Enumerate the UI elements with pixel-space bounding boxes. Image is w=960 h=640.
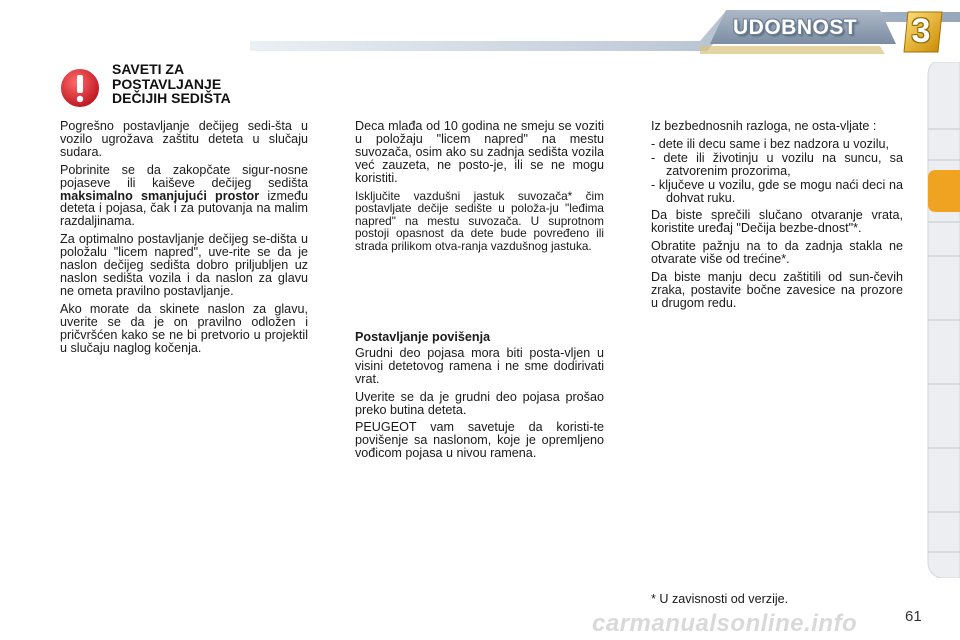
section-title [112,62,312,106]
text-column-right [651,120,903,315]
paragraph: Pogrešno postavljanje dečijeg sedi-šta u vozilo ugrožava zaštitu deteta u slučaju sudara. [60,119,308,159]
footnote: * U zavisnosti od verzije. [651,592,789,606]
emphasis-text: maksimalno smanjujući prostor [60,188,260,203]
subsection-heading: Postavljanje povišenja [355,330,491,344]
section-title-line: SAVETI ZA [112,61,185,77]
booster-seat-section [355,331,604,465]
chapter-number: 3 [911,12,931,50]
text-column-middle [355,120,604,258]
paragraph: Iz bezbednosnih razloga, ne osta-vljate : [651,119,877,133]
paragraph: PEUGEOT vam savetuje da koristi-te povišenje sa naslonom, koje je opremljeno vođicom pojasa u nivou ramena. [355,420,604,461]
paragraph [60,164,308,229]
paragraph: Grudni deo pojasa mora biti posta-vljen u visini detetovog ramena i ne sme dodirivati vrat. [355,345,604,386]
list-item: - dete ili decu same i bez nadzora u vozilu, [651,136,890,151]
list-item: - ključeve u vozilu, gde se mogu naći deci na dohvat ruku. [651,177,903,205]
chapter-title: UDOBNOST [733,16,858,39]
warning-icon [58,66,102,110]
section-title-line: DEČIJIH SEDIŠTA [112,90,231,106]
page-number: 61 [905,608,922,625]
paragraph: Isključite vazdušni jastuk suvozača* čim postavljate dečije sedište u položa-ju "leđima napred" na mestu suvozača. U suprotnom postoji opasnost da dete bude povređeno ili strada prilikom otva-ranja vazdušnog jastuka. [355,188,604,253]
section-title-line: POSTAVLJANJE [112,75,222,92]
paragraph: Ako morate da skinete naslon za glavu, uverite se da je on pravilno odložen i pričvršćen kako se ne bi pretvorio u projektil u slučaju naglog kočenja. [60,301,308,355]
paragraph: Uverite se da je grudni deo pojasa prošao preko butina deteta. [355,389,604,417]
paragraph-text: između deteta i pojasa, čak i za putovanja na malim razdaljinama. [60,188,308,229]
paragraph: Da biste sprečili slučano otvaranje vrata, koristite uređaj "Dečija bezbe-dnost"*. [651,208,903,236]
safety-list [651,138,903,205]
paragraph: Da biste manju decu zaštitili od sun-čevih zraka, postavite bočne zavesice na prozore u drugom redu. [651,270,903,310]
paragraph: Za optimalno postavljanje dečijeg se-dišta u položalu "licem napred", uve-rite se da je naslon dečijeg sedišta dobro priljubljen uz naslon sedišta vozila i da naslon za glavu ne ometa pravilno postavljanje. [60,232,308,298]
paragraph-text: Pobrinite se da zakopčate sigur-nosne pojaseve ili kaiševe dečijeg sedišta [60,162,308,190]
paragraph: Obratite pažnju na to da zadnja stakla ne otvarate više od trećine*. [651,239,903,267]
chapter-tab-strip [926,62,960,578]
list-item: - dete ili životinju u vozilu na suncu, sa zatvorenim prozorima, [651,150,903,178]
paragraph: Deca mlađa od 10 godina ne smeju se voziti u položaju "licem napred" na mestu suvozača, osim ako su zadnja sedišta vozila već zauzeta, ne posto-je, ili se ne mogu koristiti. [355,119,604,185]
watermark: carmanualsonline.info [592,610,858,637]
text-column-left [60,120,308,359]
